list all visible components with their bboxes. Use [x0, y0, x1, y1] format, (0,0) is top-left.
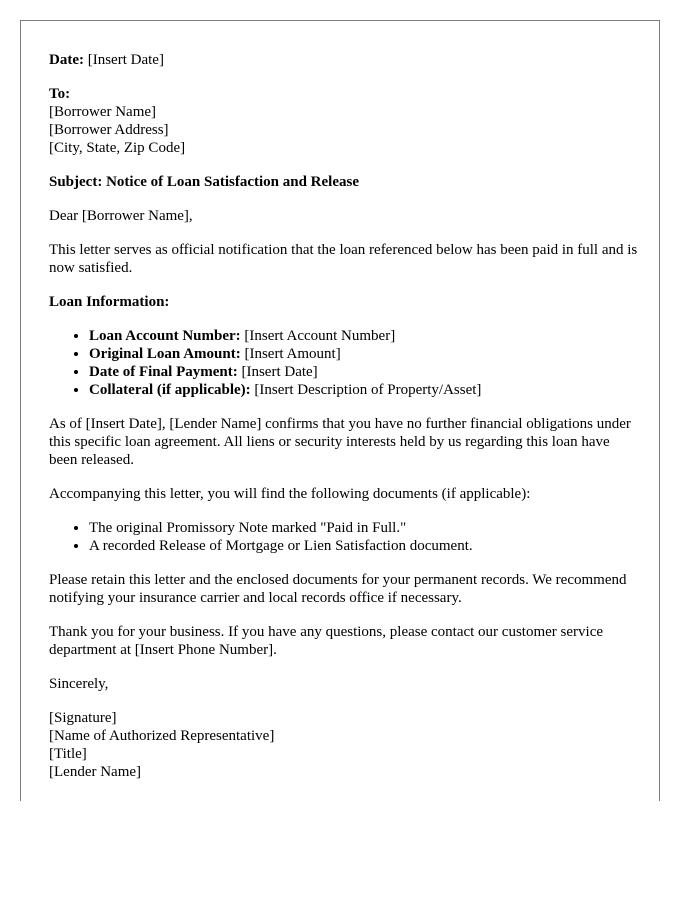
- list-item: [89, 381, 639, 399]
- loan-info-value: [Insert Amount]: [244, 346, 341, 362]
- lender-name: [Lender Name]: [49, 764, 142, 780]
- recipient-city-state-zip: [City, State, Zip Code]: [49, 140, 186, 156]
- to-label: To:: [49, 86, 71, 102]
- loan-info-value: [Insert Date]: [241, 364, 318, 380]
- intro-paragraph: This letter serves as official notification that the loan referenced below has been paid in full and is now satisfied.: [49, 242, 638, 276]
- salutation: Dear [Borrower Name],: [49, 208, 193, 224]
- subject-line: Subject: Notice of Loan Satisfaction and Release: [49, 174, 359, 190]
- recipient-name: [Borrower Name]: [49, 104, 157, 120]
- loan-info-list: [49, 327, 639, 399]
- representative-name: [Name of Authorized Representative]: [49, 728, 275, 744]
- retain-notice-paragraph: Please retain this letter and the enclosed documents for your permanent records. We recommend notifying your insurance carrier and local records office if necessary.: [49, 572, 627, 606]
- representative-title: [Title]: [49, 746, 87, 762]
- list-item: • The original Promissory Note marked "Paid in Full.": [89, 519, 639, 537]
- confirmation-paragraph: As of [Insert Date], [Lender Name] confirms that you have no further financial obligations under this specific loan agreement. All liens or security interests held by us regarding this loan have been released.: [49, 416, 631, 468]
- loan-info-label: Loan Account Number:: [89, 328, 241, 344]
- loan-info-value: [Insert Account Number]: [244, 328, 396, 344]
- date-line: [49, 51, 639, 69]
- loan-info-value: [Insert Description of Property/Asset]: [254, 382, 482, 398]
- date-value: [Insert Date]: [87, 52, 164, 68]
- closing: Sincerely,: [49, 676, 109, 692]
- recipient-block: [49, 85, 639, 157]
- loan-info-heading: Loan Information:: [49, 294, 170, 310]
- loan-info-label: Date of Final Payment:: [89, 364, 238, 380]
- loan-info-label: Original Loan Amount:: [89, 346, 241, 362]
- list-item: [89, 363, 639, 381]
- loan-info-label: Collateral (if applicable):: [89, 382, 251, 398]
- list-item: • A recorded Release of Mortgage or Lien Satisfaction document.: [89, 537, 639, 555]
- list-item: [89, 345, 639, 363]
- signature-line: [Signature]: [49, 710, 117, 726]
- recipient-address: [Borrower Address]: [49, 122, 169, 138]
- date-label: Date:: [49, 52, 84, 68]
- signature-block: [49, 709, 639, 781]
- list-item: [89, 327, 639, 345]
- documents-list: [49, 519, 639, 555]
- letter-page: [20, 20, 660, 801]
- letter-content: [49, 51, 639, 797]
- thanks-paragraph: Thank you for your business. If you have any questions, please contact our customer service department at [Insert Phone Number].: [49, 624, 604, 658]
- documents-intro: Accompanying this letter, you will find the following documents (if applicable):: [49, 486, 531, 502]
